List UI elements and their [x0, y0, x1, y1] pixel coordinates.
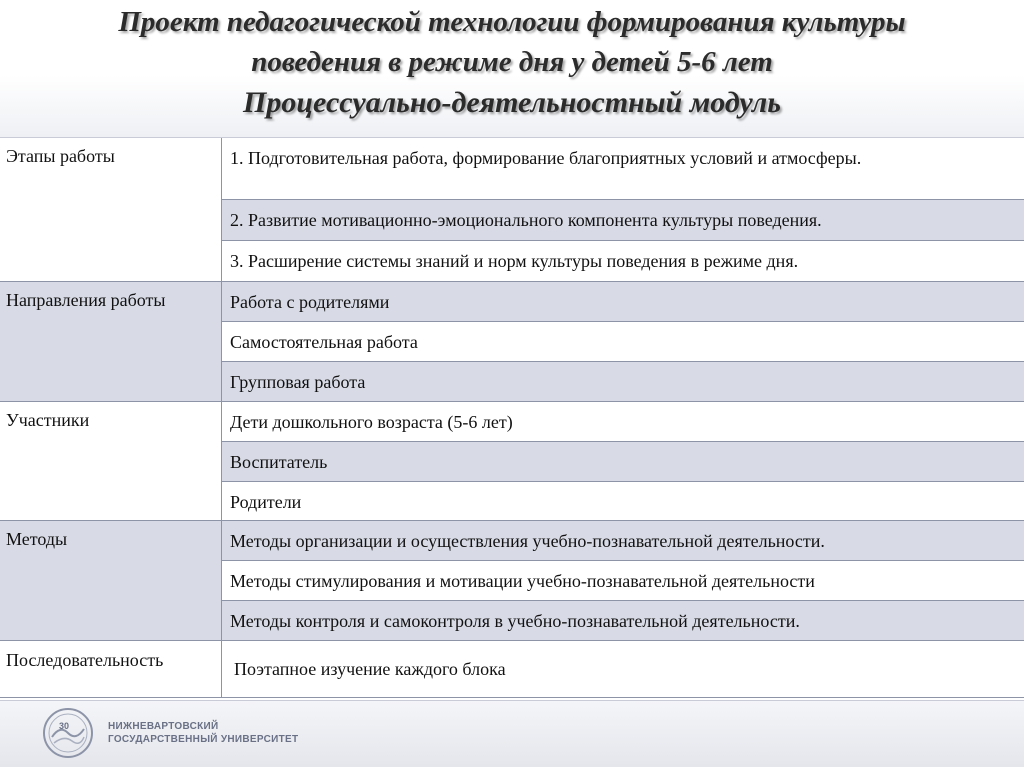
table-cell: Работа с родителями: [222, 282, 1024, 322]
table-row: [0, 402, 1024, 521]
row-label: Последовательность: [0, 641, 222, 698]
emblem-text: 30: [59, 721, 70, 731]
university-name: [108, 720, 298, 746]
university-emblem-icon: [42, 707, 94, 759]
table-row: [0, 641, 1024, 698]
table-cell: Родители: [222, 482, 1024, 521]
table-cell: Методы стимулирования и мотивации учебно-познавательной деятельности: [222, 561, 1024, 601]
table-cell: Методы организации и осуществления учебно-познавательной деятельности.: [222, 521, 1024, 561]
table-cell: 3. Расширение системы знаний и норм культуры поведения в режиме дня.: [222, 241, 1024, 282]
table-cell: Поэтапное изучение каждого блока: [222, 641, 1024, 698]
table-cell: Самостоятельная работа: [222, 322, 1024, 362]
slide-title-line-1: Проект педагогической технологии формирования культуры: [118, 6, 906, 38]
row-label: Этапы работы: [0, 138, 222, 282]
row-label: Методы: [0, 521, 222, 641]
table-cell: 2. Развитие мотивационно-эмоционального компонента культуры поведения.: [222, 200, 1024, 241]
table-cell: 1. Подготовительная работа, формирование благоприятных условий и атмосферы.: [222, 138, 1024, 200]
table-cell: Методы контроля и самоконтроля в учебно-познавательной деятельности.: [222, 601, 1024, 641]
row-label: Направления работы: [0, 282, 222, 402]
university-name-line-1: НИЖНЕВАРТОВСКИЙ: [108, 721, 219, 732]
table-cell: Групповая работа: [222, 362, 1024, 402]
title-block: [0, 0, 1024, 138]
footer: [0, 700, 1024, 767]
table-cell: Дети дошкольного возраста (5-6 лет): [222, 402, 1024, 442]
table-row: [0, 138, 1024, 282]
university-name-line-2: ГОСУДАРСТВЕННЫЙ УНИВЕРСИТЕТ: [108, 734, 299, 745]
slide-title-line-2: поведения в режиме дня у детей 5-6 лет: [251, 46, 773, 78]
row-label: Участники: [0, 402, 222, 521]
table-cell: Воспитатель: [222, 442, 1024, 482]
table-row: [0, 282, 1024, 402]
table-row: [0, 521, 1024, 641]
slide-subtitle: Процессуально-деятельностный модуль: [243, 86, 781, 119]
